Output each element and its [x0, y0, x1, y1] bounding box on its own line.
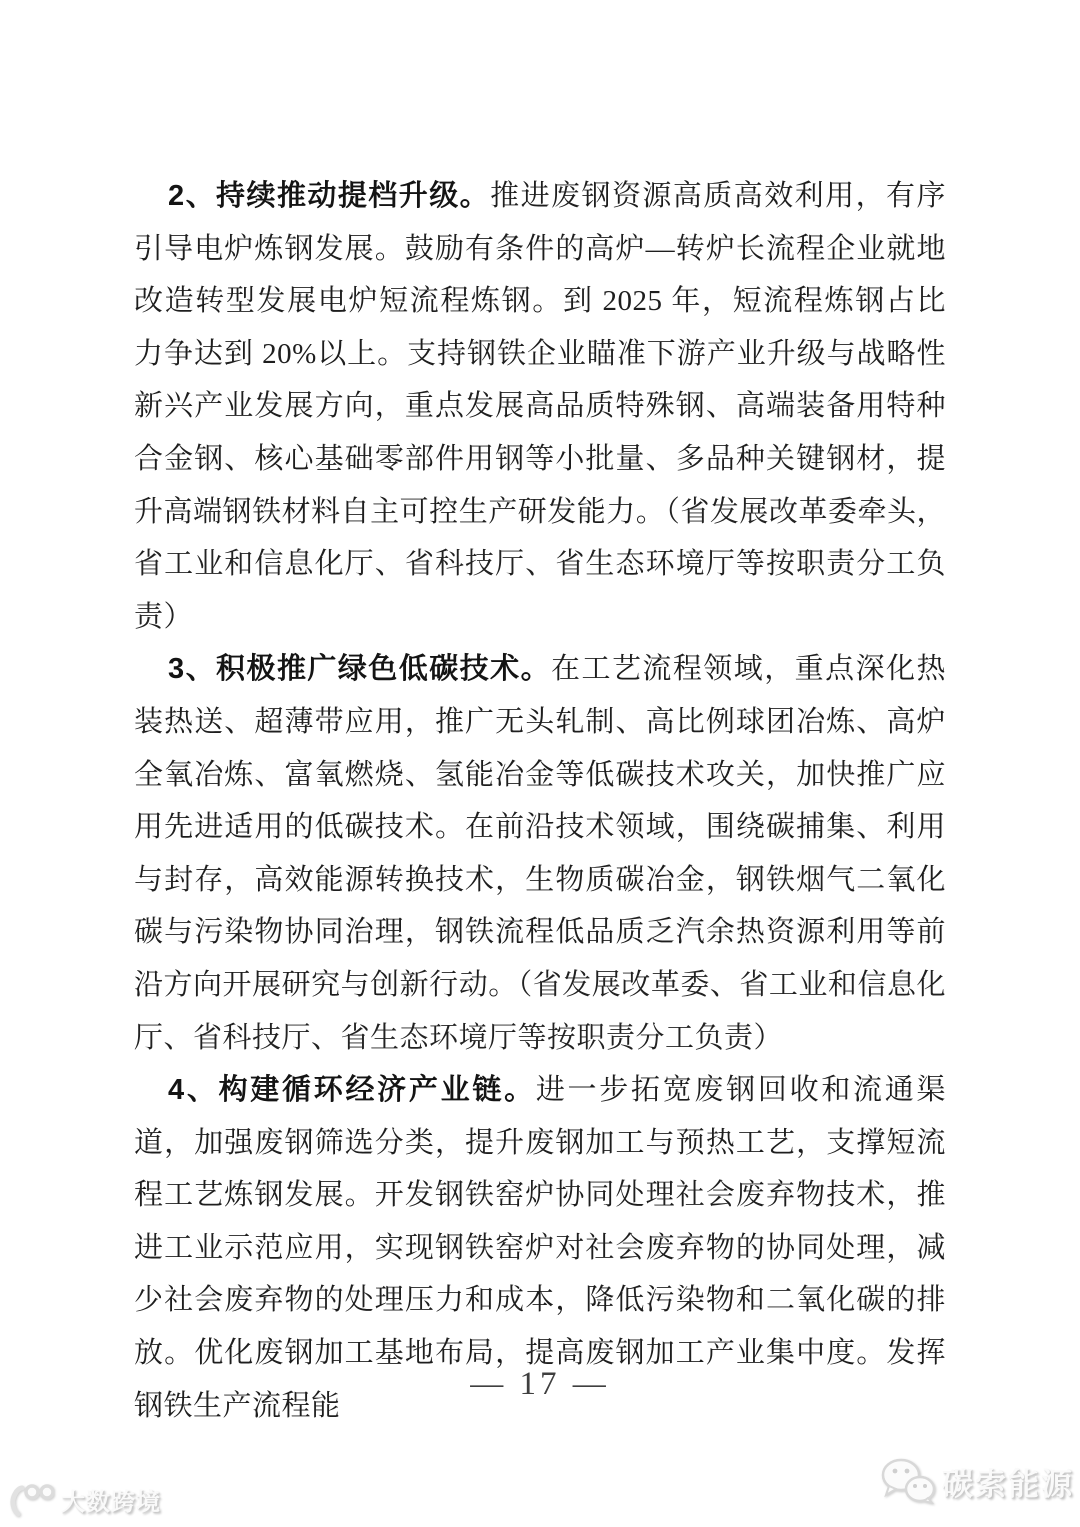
paragraph-body: 在工艺流程领域，重点深化热装热送、超薄带应用，推广无头轧制、高比例球团冶炼、高炉全氧冶炼、富氧燃烧、氢能冶金等低碳技术攻关，加快推广应用先进适用的低碳技术。在前沿技术领域，围绕碳捕集、利用与封存，高效能源转换技术，生物质碳冶金，钢铁烟气二氧化碳与污染物协同治理，钢铁流程低品质乏汽余热资源利用等前沿方向开展研究与创新行动。 [134, 653, 946, 1001]
paragraph-lead: 4、构建循环经济产业链。 [168, 1074, 536, 1107]
paragraph-body: 推进废钢资源高质高效利用，有序引导电炉炼钢发展。鼓励有条件的高炉—转炉长流程企业就地改造转型发展电炉短流程炼钢。到 2025 年，短流程炼钢占比力争达到 20%以上。支持钢铁企业瞄准下游产业升级与战略性新兴产业发展方向，重点发展高品质特殊钢、高端装备用特种合金钢、核心基础零部件用钢等小批量、多品种关键钢材，提升高端钢铁材料自主可控生产研发能力。 [134, 180, 946, 528]
dashu-100-logo-icon [8, 1483, 54, 1517]
watermark-left-label: 大数跨境 [61, 1489, 161, 1516]
paragraph-body: 进一步拓宽废钢回收和流通渠道，加强废钢筛选分类，提升废钢加工与预热工艺，支撑短流程工艺炼钢发展。开发钢铁窑炉协同处理社会废弃物技术，推进工业示范应用，实现钢铁窑炉对社会废弃物的协同处理，减少社会废弃物的处理压力和成本，降低污染物和二氧化碳的排放。优化废钢加工基地布局，提高废钢加工产业集中度。发挥钢铁生产流程能 [134, 1074, 946, 1422]
watermark-bottom-right [880, 1458, 1074, 1504]
page-number: — 17 — [470, 1366, 610, 1402]
paragraph [134, 643, 946, 1064]
paragraph-lead: 2、持续推动提档升级。 [168, 180, 491, 212]
paragraph [134, 170, 946, 643]
paragraph-note: （省发展改革委、省工业和信息化厅、省科技厅、省生态环境厅等按职责分工负责） [134, 968, 946, 1054]
document-body [134, 170, 946, 1432]
watermark-bottom-left [8, 1482, 161, 1517]
paragraph-lead: 3、积极推广绿色低碳技术。 [168, 653, 552, 686]
watermark-right-label: 碳索能源 [942, 1466, 1074, 1502]
paragraph-note: （省发展改革委牵头，省工业和信息化厅、省科技厅、省生态环境厅等按职责分工负责） [134, 495, 946, 633]
wechat-icon [880, 1458, 936, 1504]
